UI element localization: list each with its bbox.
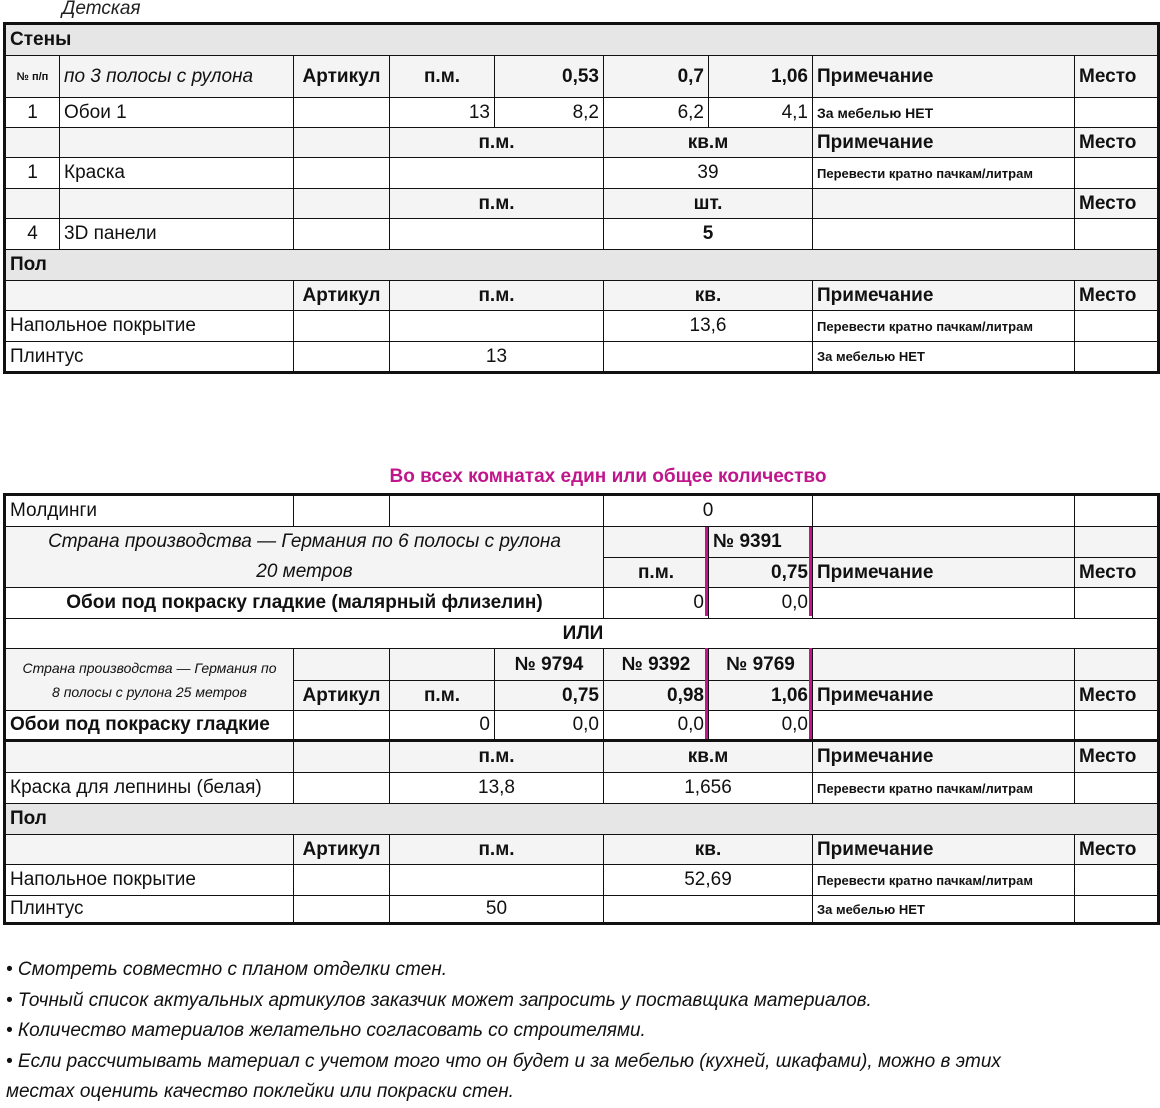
row-place[interactable] [1075, 219, 1160, 249]
walls-section-row [6, 25, 1157, 56]
row-name[interactable]: Краска [60, 158, 294, 188]
germany8-code-row [294, 649, 1160, 681]
row-name[interactable]: Плинтус [6, 342, 294, 371]
row-name[interactable]: Краска для лепнины (белая) [6, 773, 294, 803]
or-label: ИЛИ [562, 622, 604, 644]
pm-header: п.м. [390, 189, 604, 218]
floor-section-title: Пол [10, 808, 47, 829]
highlight-line-9769-right [809, 648, 812, 739]
blank-cell [294, 742, 390, 772]
width-075-header: 0,75 [495, 680, 604, 711]
floor-covering-row [6, 311, 1157, 342]
row-pm[interactable]: 13 [390, 98, 495, 127]
row-rolls-075[interactable]: 0,0 [709, 588, 813, 618]
col-article-header: Артикул [294, 56, 390, 97]
row-place[interactable] [1075, 342, 1160, 371]
germany6-code-row [604, 527, 1160, 558]
blank-cell [813, 649, 1075, 680]
row-place[interactable] [1075, 711, 1160, 739]
col-width-07-header: 0,7 [604, 56, 709, 97]
row-qty[interactable]: 0 [604, 496, 813, 526]
row-pm[interactable] [390, 158, 604, 188]
pm-header: п.м. [390, 128, 604, 157]
row-article[interactable] [294, 342, 390, 371]
paint-header-row [6, 128, 1157, 158]
row-pm[interactable] [390, 496, 604, 526]
germany6-line2: 20 метров [256, 561, 353, 582]
germany8-header-row [294, 680, 1160, 711]
row-article[interactable] [294, 896, 390, 922]
blank-cell [1075, 527, 1160, 557]
row-name[interactable]: Обои 1 [60, 98, 294, 127]
row-note[interactable]: За мебелью НЕТ [813, 342, 1075, 371]
row-note[interactable] [813, 711, 1075, 739]
pm-header: п.м. [604, 557, 709, 588]
germany8-line1: Страна производства — Германия по [22, 659, 277, 676]
row-note[interactable]: Перевести кратно пачкам/литрам [813, 773, 1075, 803]
row-qty[interactable]: 1,656 [604, 773, 813, 803]
row-article[interactable] [294, 219, 390, 249]
shared-quantity-banner: Во всех комнатах един или общее количество [389, 466, 827, 487]
note-header: Примечание [813, 557, 1075, 588]
note-item: • Количество материалов желательно согласовать со строителями. [6, 1020, 646, 1041]
blank-cell [6, 128, 60, 157]
blank-cell [813, 189, 1075, 218]
panels-header-row [6, 189, 1157, 219]
blank-cell [6, 281, 294, 310]
fleece-wallpaper-row [6, 588, 1157, 619]
row-article[interactable] [294, 711, 390, 739]
panels-row [6, 219, 1157, 250]
row-place[interactable] [1075, 773, 1160, 803]
row-article[interactable] [294, 865, 390, 895]
row-article[interactable] [294, 773, 390, 803]
note-item: • Смотреть совместно с планом отделки стен. [6, 959, 448, 980]
note-item: • Точный список актуальных артикулов заказчик может запросить у поставщика материалов. [6, 989, 872, 1011]
blank-cell [60, 189, 294, 218]
row-rolls-053[interactable]: 8,2 [495, 98, 604, 127]
blank-cell [294, 128, 390, 157]
germany8-description [6, 649, 294, 710]
pm-header: п.м. [390, 680, 495, 711]
row-rolls-075[interactable]: 0,0 [495, 711, 604, 739]
smooth-wallpaper-row [6, 711, 1157, 742]
walls-section-title: Стены [10, 29, 72, 50]
row-pm[interactable]: 0 [390, 711, 495, 739]
row-name[interactable]: Обои под покраску гладкие [6, 711, 294, 739]
row-place[interactable] [1075, 311, 1160, 341]
row-note[interactable]: За мебелью НЕТ [813, 896, 1075, 922]
germany6-line1: Страна производства — Германия по 6 полосы с рулона [48, 531, 561, 552]
row-article[interactable] [294, 158, 390, 188]
highlight-line-9769-left [705, 648, 708, 739]
code-9392: № 9392 [604, 649, 709, 680]
moldings-row [6, 496, 1157, 527]
note-header: Примечание [813, 835, 1075, 864]
sqm-header: кв.м [604, 128, 813, 157]
row-rolls-106[interactable]: 4,1 [709, 98, 813, 127]
row-qty[interactable] [604, 342, 813, 371]
sq-header: кв. [604, 835, 813, 864]
row-qty[interactable]: 39 [604, 158, 813, 188]
wallpaper-row [6, 98, 1157, 128]
highlight-line-9391-left [705, 527, 708, 616]
or-row [6, 619, 1157, 649]
blank-cell [60, 128, 294, 157]
row-qty[interactable]: 52,69 [604, 865, 813, 895]
pm-header: п.м. [390, 281, 604, 310]
width-098-header: 0,98 [604, 680, 709, 711]
note-header: Примечание [813, 680, 1075, 711]
pieces-header: шт. [604, 189, 813, 218]
common-materials-table [3, 493, 1160, 925]
row-rolls-106[interactable]: 0,0 [709, 711, 813, 739]
room-title: Детская [62, 0, 141, 19]
row-place[interactable] [1075, 588, 1160, 618]
row-name[interactable]: Плинтус [6, 896, 294, 922]
col-strips-header: по 3 полосы с рулона [60, 56, 294, 97]
row-note[interactable]: За мебелью НЕТ [813, 98, 1075, 127]
germany8-block [6, 649, 1157, 711]
place-header: Место [1079, 746, 1137, 767]
note-item: • Если рассчитывать материал с учетом того что он будет и за мебелью (кухней, шкафами), можно в этих [6, 1050, 1001, 1072]
width-075-header: 0,75 [709, 557, 813, 588]
row-pm[interactable]: 0 [604, 588, 709, 618]
row-pm[interactable]: 13,8 [390, 773, 604, 803]
row-name[interactable]: Напольное покрытие [6, 865, 294, 895]
row-place[interactable] [1075, 896, 1160, 922]
row-note[interactable] [813, 588, 1075, 618]
floor-section-row [6, 250, 1157, 281]
highlight-line-9391-right [809, 527, 812, 616]
blank-cell [1075, 649, 1160, 680]
width-106-header: 1,06 [709, 680, 813, 711]
row-pm[interactable] [390, 865, 604, 895]
notes-list [6, 955, 1156, 1108]
row-pm[interactable] [390, 219, 604, 249]
place-header: Место [1079, 838, 1137, 860]
place-header: Место [1079, 684, 1137, 706]
baseboard-row [6, 342, 1157, 371]
col-place-header: Место [1079, 65, 1137, 87]
blank-cell [6, 189, 60, 218]
blank-cell [6, 835, 294, 864]
row-note[interactable]: Перевести кратно пачкам/литрам [813, 311, 1075, 341]
pm-header: п.м. [390, 742, 604, 772]
row-rolls-098[interactable]: 0,0 [604, 711, 709, 739]
blank-cell [604, 527, 709, 557]
pm-header: п.м. [390, 835, 604, 864]
floor-header-row [6, 281, 1157, 311]
row-article[interactable] [294, 311, 390, 341]
blank-cell [390, 649, 495, 680]
molding-paint-row [6, 773, 1157, 804]
germany6-header-row [604, 557, 1160, 588]
row-article[interactable] [294, 98, 390, 127]
article-header: Артикул [294, 680, 390, 711]
row-pm[interactable] [390, 311, 604, 341]
note-item: местах оценить качество поклейки или покраски стен. [6, 1081, 514, 1102]
row-name[interactable]: Обои под покраску гладкие (малярный флизелин) [6, 588, 604, 618]
note-header: Примечание [813, 281, 1075, 310]
note-header: Примечание [813, 128, 1075, 157]
row-qty[interactable] [604, 896, 813, 922]
col-pm-header: п.м. [390, 56, 495, 97]
blank-cell [813, 527, 1075, 557]
row-name[interactable]: 3D панели [60, 219, 294, 249]
article-header: Артикул [294, 281, 390, 310]
row-qty[interactable]: 13,6 [604, 311, 813, 341]
paint-header-row [6, 742, 1157, 773]
sq-header: кв. [604, 281, 813, 310]
blank-cell [294, 189, 390, 218]
place-header: Место [1079, 561, 1137, 583]
row-place[interactable] [1075, 98, 1160, 127]
col-width-053-header: 0,53 [495, 56, 604, 97]
code-9391: № 9391 [709, 527, 813, 557]
baseboard-row [6, 896, 1157, 922]
row-note[interactable]: Перевести кратно пачкам/литрам [813, 865, 1075, 895]
row-num[interactable]: 4 [6, 219, 60, 249]
row-article[interactable] [294, 496, 390, 526]
code-9769: № 9769 [709, 649, 813, 680]
place-header: Место [1079, 131, 1137, 153]
row-place[interactable] [1075, 496, 1160, 526]
col-note-header: Примечание [813, 56, 1075, 97]
col-num-header: № п/п [6, 56, 60, 97]
row-num[interactable]: 1 [6, 158, 60, 188]
row-note[interactable] [813, 219, 1075, 249]
place-header: Место [1079, 284, 1137, 306]
germany6-description [6, 527, 604, 587]
floor-covering-row [6, 865, 1157, 896]
floor-section-row [6, 804, 1157, 835]
row-note[interactable] [813, 496, 1075, 526]
germany8-line2: 8 полосы с рулона 25 метров [52, 683, 247, 700]
row-rolls-07[interactable]: 6,2 [604, 98, 709, 127]
row-name[interactable]: Молдинги [6, 496, 294, 526]
row-note[interactable]: Перевести кратно пачкам/литрам [813, 158, 1075, 188]
row-place[interactable] [1075, 158, 1160, 188]
note-header: Примечание [813, 742, 1075, 772]
row-num[interactable]: 1 [6, 98, 60, 127]
row-pm[interactable]: 13 [390, 342, 604, 371]
wallpaper-header-row [6, 56, 1157, 98]
row-qty[interactable]: 5 [604, 219, 813, 249]
row-place[interactable] [1075, 865, 1160, 895]
blank-cell [294, 649, 390, 680]
paint-row [6, 158, 1157, 189]
floor-header-row [6, 835, 1157, 865]
room-materials-table [3, 22, 1160, 374]
article-header: Артикул [294, 835, 390, 864]
place-header: Место [1079, 192, 1137, 214]
col-width-106-header: 1,06 [709, 56, 813, 97]
row-name[interactable]: Напольное покрытие [6, 311, 294, 341]
floor-section-title: Пол [10, 254, 47, 275]
blank-cell [6, 742, 294, 772]
code-9794: № 9794 [495, 649, 604, 680]
row-pm[interactable]: 50 [390, 896, 604, 922]
germany6-block [6, 527, 1157, 588]
sqm-header: кв.м [604, 742, 813, 772]
